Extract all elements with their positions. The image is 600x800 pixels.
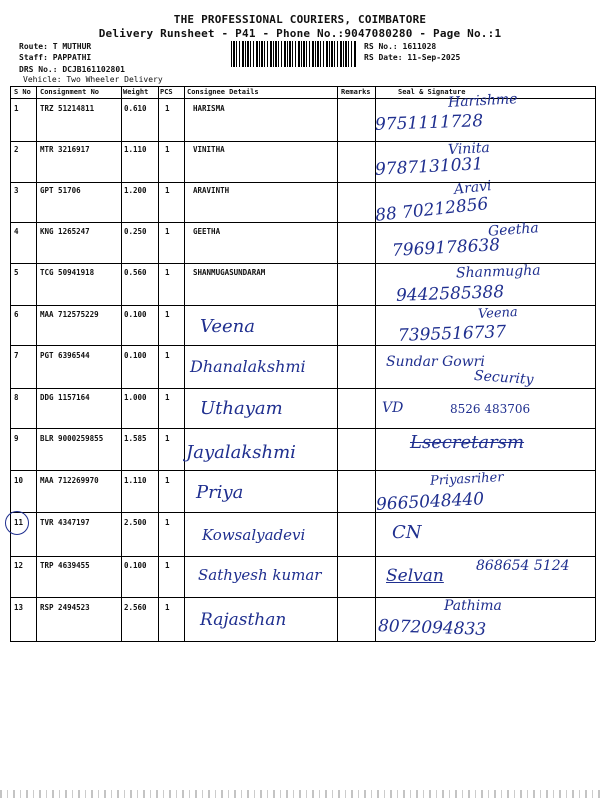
signature-name: Harishme <box>447 91 518 111</box>
row-pcs: 1 <box>165 561 170 570</box>
row-divider <box>10 182 595 183</box>
rs-date: RS Date: 11-Sep-2025 <box>364 53 461 62</box>
row-divider <box>10 428 595 429</box>
row-pcs: 1 <box>165 104 170 113</box>
row-weight: 2.560 <box>124 603 147 612</box>
row-pcs: 1 <box>165 145 170 154</box>
signature-phone: 7969178638 <box>391 235 501 261</box>
signature-phone: 9442585388 <box>395 282 505 306</box>
signature-phone: 8526 483706 <box>450 402 531 416</box>
row-pcs: 1 <box>165 393 170 402</box>
signature-name: VD <box>382 400 404 416</box>
grid-line <box>36 86 37 641</box>
grid-line <box>184 86 185 641</box>
consignee-handwritten: Rajasthan <box>200 610 287 630</box>
row-consignment: MTR 3216917 <box>40 145 90 154</box>
row-consignment: MAA 712575229 <box>40 310 99 319</box>
row-weight: 0.100 <box>124 351 147 360</box>
signature-phone: 9665048440 <box>375 489 485 515</box>
row-pcs: 1 <box>165 351 170 360</box>
consignee-handwritten: Priya <box>196 482 244 503</box>
signature-phone: 88 70212856 <box>374 194 490 226</box>
grid-line <box>10 86 11 641</box>
row-sno: 4 <box>14 227 19 236</box>
row-consignee: HARISMA <box>193 104 225 113</box>
row-weight: 0.100 <box>124 561 147 570</box>
signature-name: Geetha <box>487 220 540 240</box>
runsheet-subtitle: Delivery Runsheet - P41 - Phone No.:9047080280 - Page No.:1 <box>98 27 502 40</box>
row-weight: 1.110 <box>124 476 147 485</box>
col-pcs: PCS <box>160 88 173 96</box>
col-consignee: Consignee Details <box>187 88 259 96</box>
row-pcs: 1 <box>165 186 170 195</box>
signature-name: Aravi <box>453 178 493 198</box>
row-sno: 12 <box>14 561 24 570</box>
row-pcs: 1 <box>165 227 170 236</box>
row-sno: 9 <box>14 434 19 443</box>
row-divider <box>10 597 595 598</box>
row-consignment: DDG 1157164 <box>40 393 90 402</box>
col-weight: Weight <box>123 88 149 96</box>
row-consignee: SHANMUGASUNDARAM <box>193 268 266 277</box>
company-title: THE PROFESSIONAL COURIERS, COIMBATORE <box>173 13 427 26</box>
consignee-handwritten: Dhanalakshmi <box>190 357 306 376</box>
row-consignment: RSP 2494523 <box>40 603 90 612</box>
drs-number: DRS No.: DCJB161102801 <box>19 65 125 74</box>
scan-edge <box>0 790 600 798</box>
signature-name: Selvan <box>386 566 444 586</box>
row-pcs: 1 <box>165 310 170 319</box>
row-consignment: MAA 712269970 <box>40 476 99 485</box>
route-label: Route: T MUTHUR <box>19 42 92 51</box>
row-sno: 13 <box>14 603 24 612</box>
col-remarks: Remarks <box>341 88 371 96</box>
col-signature: Seal & Signature <box>398 88 466 96</box>
signature-name: Shanmugha <box>455 262 541 282</box>
grid-line <box>595 86 596 641</box>
row-sno: 2 <box>14 145 19 154</box>
signature-phone: 868654 5124 <box>476 558 570 574</box>
row-consignment: TRZ 51214811 <box>40 104 95 113</box>
row-consignee: VINITHA <box>193 145 225 154</box>
row-weight: 1.110 <box>124 145 147 154</box>
row-divider <box>10 641 595 642</box>
row-sno: 6 <box>14 310 19 319</box>
row-divider <box>10 141 595 142</box>
row-divider <box>10 556 595 557</box>
signature-phone: 7395516737 <box>397 322 507 346</box>
row-weight: 1.585 <box>124 434 147 443</box>
row-consignment: GPT 51706 <box>40 186 81 195</box>
signature-phone: 9787131031 <box>374 154 484 180</box>
row-sno: 5 <box>14 268 19 277</box>
signature-name: Sundar Gowri <box>386 354 485 370</box>
col-consignment: Consignment No <box>40 88 100 96</box>
row-consignment: BLR 9000259855 <box>40 434 104 443</box>
consignee-handwritten: Veena <box>200 316 255 337</box>
signature-name: Veena <box>477 304 519 323</box>
row-pcs: 1 <box>165 476 170 485</box>
row-sno: 11 <box>14 518 24 527</box>
signature-phone: 9751111728 <box>374 111 484 135</box>
signature-name: Priyasriher <box>429 470 504 489</box>
row-divider <box>10 470 595 471</box>
row-consignment: TCG 50941918 <box>40 268 95 277</box>
rs-number: RS No.: 1611028 <box>364 42 437 51</box>
row-sno: 1 <box>14 104 19 113</box>
row-weight: 1.000 <box>124 393 147 402</box>
row-weight: 0.610 <box>124 104 147 113</box>
col-sno: S No <box>14 88 31 96</box>
signature-name: Lsecretarsm <box>410 432 525 453</box>
signature-name: Vinita <box>447 139 491 159</box>
row-divider <box>10 345 595 346</box>
vehicle-label: Vehicle: Two Wheeler Delivery <box>23 75 163 84</box>
row-divider <box>10 388 595 389</box>
row-pcs: 1 <box>165 518 170 527</box>
grid-line <box>158 86 159 641</box>
row-consignee: GEETHA <box>193 227 221 236</box>
grid-line <box>121 86 122 641</box>
row-pcs: 1 <box>165 603 170 612</box>
signature-name: CN <box>392 522 422 543</box>
consignee-handwritten: Jayalakshmi <box>186 442 296 463</box>
row-pcs: 1 <box>165 268 170 277</box>
row-divider <box>10 512 595 513</box>
consignee-handwritten: Sathyesh kumar <box>198 566 322 584</box>
row-sno: 10 <box>14 476 24 485</box>
row-pcs: 1 <box>165 434 170 443</box>
row-consignment: TRP 4639455 <box>40 561 90 570</box>
grid-line <box>337 86 338 641</box>
row-weight: 0.250 <box>124 227 147 236</box>
row-sno: 8 <box>14 393 19 402</box>
row-sno: 3 <box>14 186 19 195</box>
consignee-handwritten: Uthayam <box>200 398 283 419</box>
signature-name: Pathima <box>444 598 502 614</box>
row-consignment: TVR 4347197 <box>40 518 90 527</box>
row-weight: 1.200 <box>124 186 147 195</box>
row-sno: 7 <box>14 351 19 360</box>
row-weight: 0.100 <box>124 310 147 319</box>
row-consignee: ARAVINTH <box>193 186 230 195</box>
signature-phone: 8072094833 <box>377 616 487 640</box>
row-consignment: KNG 1265247 <box>40 227 90 236</box>
signature-phone: Security <box>473 367 534 389</box>
staff-label: Staff: PAPPATHI <box>19 53 92 62</box>
row-weight: 0.560 <box>124 268 147 277</box>
consignee-handwritten: Kowsalyadevi <box>202 526 306 544</box>
barcode <box>231 41 357 67</box>
row-weight: 2.500 <box>124 518 147 527</box>
row-consignment: PGT 6396544 <box>40 351 90 360</box>
